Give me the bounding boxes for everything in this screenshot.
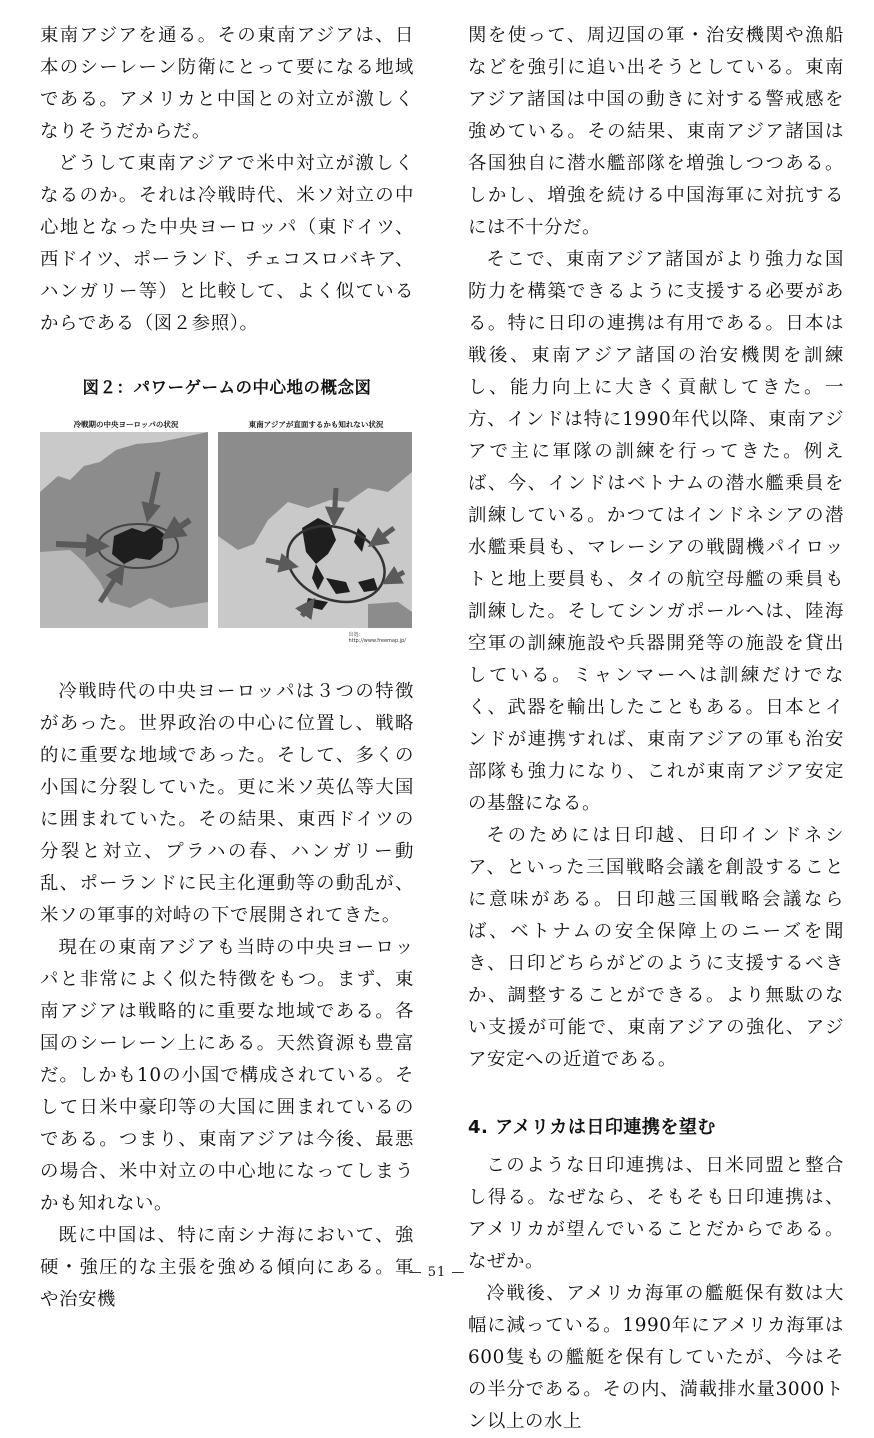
figure-source: 出処： http://www.freemap.jp/ [348,632,406,644]
map-panel-southeast-asia [218,418,414,628]
southeast-asia-map [218,432,412,628]
paragraph: 東南アジアを通る。その東南アジアは、日本のシーレーン防衛にとって要になる地域である。アメリカと中国との対立が激しくなりそうだからだ。 [40,25,414,142]
paragraph: 現在の東南アジアも当時の中央ヨーロッパと非常によく似た特徴をもつ。まず、東南アジアは戦略的に重要な地域である。各国のシーレーン上にある。天然資源も豊富だ。しかも10の小国で構成されている。そして日米中豪印等の大国に囲まれているのである。つまり、東南アジアは今後、最悪の場合、米中対立の中心地になってしまうかも知れない。 [40,937,414,1214]
figure [40,418,414,650]
europe-map [40,432,208,628]
paragraph: そのためには日印越、日印インドネシア、といった三国戦略会議を創設することに意味がある。日印越三国戦略会議ならば、ベトナムの安全保障上のニーズを聞き、日印どちらがどのように支援するべきか、調整することができる。より無駄のない支援が可能で、東南アジアの強化、アジア安定への近道である。 [468,825,844,1070]
paragraph: 冷戦時代の中央ヨーロッパは３つの特徴があった。世界政治の中心に位置し、戦略的に重要な地域であった。そして、多くの小国に分裂していた。更に米ソ英仏等大国に囲まれていた。その結果、東西ドイツの分裂と対立、プラハの春、ハンガリー動乱、ポーランドに民主化運動等の動乱が、米ソの軍事的対峙の下で展開されてきた。 [40,681,414,926]
map-panel-europe [40,418,212,628]
paragraph: このような日印連携は、日米同盟と整合し得る。なぜなら、そもそも日印連携は、アメリカが望んでいることだからである。なぜか。 [468,1155,844,1272]
figure-title: 図２：パワーゲームの中心地の概念図 [82,378,372,397]
panel-title: 東南アジアが直面するかも知れない状況 [248,420,384,429]
left-column [40,20,414,1316]
page-number: — 51 — [408,1265,466,1280]
paragraph: そこで、東南アジア諸国がより強力な国防力を構築できるように支援する必要がある。特に日印の連携は有用である。日本は戦後、東南アジア諸国の治安機関を訓練し、能力向上に大きく貢献してきた。一方、インドは特に1990年代以降、東南アジアで主に軍隊の訓練を行ってきた。例えば、今、インドはベトナムの潜水艦乗員を訓練している。かつてはインドネシアの潜水艦乗員も、マレーシアの戦闘機パイロットと地上要員も、タイの航空母艦の乗員も訓練した。そしてシンガポールへは、陸海空軍の訓練施設や兵器開発等の施設を貸出している。ミャンマーへは訓練だけでなく、武器を輸出したこともある。日本とインドが連携すれば、東南アジアの軍も治安部隊も強力になり、これが東南アジア安定の基盤になる。 [468,249,844,814]
right-column [468,20,844,1438]
paragraph: 既に中国は、特に南シナ海において、強硬・強圧的な主張を強める傾向にある。軍や治安機 [40,1225,414,1310]
paragraph: 関を使って、周辺国の軍・治安機関や漁船などを強引に追い出そうとしている。東南アジア諸国は中国の動きに対する警戒感を強めている。その結果、東南アジア諸国は各国独自に潜水艦部隊を増強しつつある。しかし、増強を続ける中国海軍に対抗するには不十分だ。 [468,25,844,238]
panel-title: 冷戦期の中央ヨーロッパの状況 [73,420,179,429]
paragraph: どうして東南アジアで米中対立が激しくなるのか。それは冷戦時代、米ソ対立の中心地となった中央ヨーロッパ（東ドイツ、西ドイツ、ポーランド、チェコスロバキア、ハンガリー等）と比較して、よく似ているからである（図２参照）。 [40,153,414,334]
section-heading: 4. アメリカは日印連携を望む [468,1117,716,1138]
paragraph: 冷戦後、アメリカ海軍の艦艇保有数は大幅に減っている。1990年にアメリカ海軍は600隻もの艦艇を保有していたが、今はその半分である。その内、満載排水量3000トン以上の水上 [468,1283,844,1432]
